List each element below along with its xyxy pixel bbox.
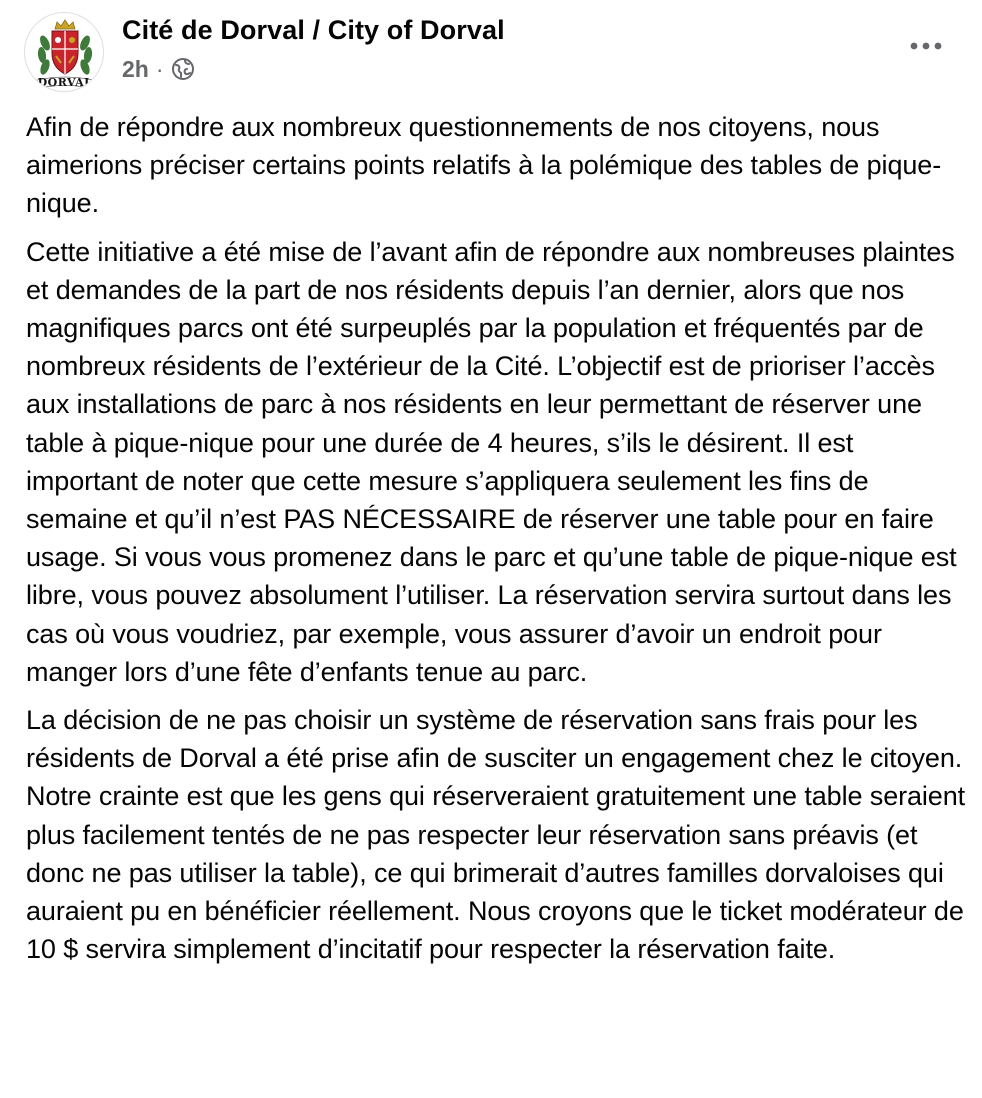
post-body (26, 108, 971, 978)
more-horizontal-icon (906, 40, 946, 52)
author-name[interactable]: Cité de Dorval / City of Dorval (122, 15, 505, 45)
timestamp[interactable]: 2h (122, 55, 149, 82)
globe-icon[interactable] (171, 57, 195, 81)
post-meta (122, 54, 195, 84)
meta-separator: · (155, 55, 164, 82)
post-paragraph: Cette initiative a été mise de l’avant afin de répondre aux nombreuses plaintes et demandes de la part de nos résidents depuis l’an dernier, alors que nos magnifiques parcs ont été surpeuplés par la population et fréquentés par de nombreux résidents de l’extérieur de la Cité. L’objectif est de prioriser l’accès aux installations de parc à nos résidents en leur permettant de réserver une table à pique-nique pour une durée de 4 heures, s’ils le désirent. Il est important de noter que cette mesure s’appliquera seulement les fins de semaine et qu’il n’est PAS NÉCESSAIRE de réserver une table pour en faire usage. Si vous vous promenez dans le parc et qu’une table de pique-nique est libre, vous pouvez absolument l’utiliser. La réservation servira surtout dans les cas où vous voudriez, par exemple, vous assurer d’avoir un endroit pour manger lors d’une fête d’enfants tenue au parc. (26, 236, 957, 687)
page-avatar[interactable] (24, 12, 104, 92)
post-paragraph: La décision de ne pas choisir un système de réservation sans frais pour les résidents de Dorval a été prise afin de susciter un engagement chez le citoyen. Notre crainte est que les gens qui réserveraient gratuitement une table seraient plus facilement tentés de ne pas respecter leur réservation sans préavis (et donc ne pas utiliser la table), ce qui brimerait d’autres familles dorvaloises qui auraient pu en bénéficier réellement. Nous croyons que le ticket modérateur de 10 $ servira simplement d’incitatif pour respecter la réservation faite. (26, 705, 966, 965)
more-options-button[interactable] (902, 30, 950, 62)
avatar-label: DORVAL (37, 76, 93, 89)
post-paragraph: Afin de répondre aux nombreux questionnements de nos citoyens, nous aimerions préciser certains points relatifs à la polémique des tables de pique-nique. (26, 112, 942, 219)
